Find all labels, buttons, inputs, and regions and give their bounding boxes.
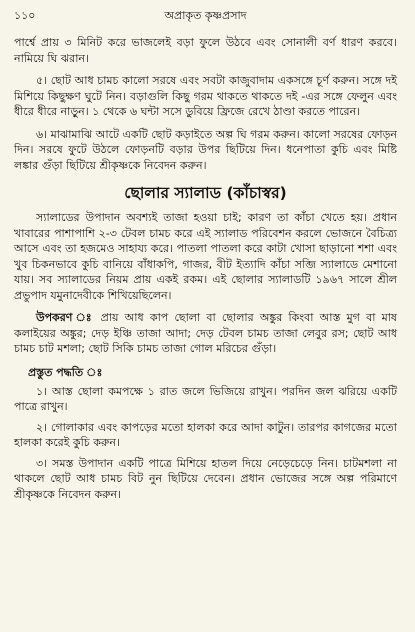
paragraph-step-5: ৫। ছোট আধ চামচ কালো সরষে এবং সবটা কাজুবাদাম একসঙ্গে চূর্ণ করুন। সঙ্গে দই মিশিয়ে কিছুক্ষণ ঘুটে নিন। বড়াগুলি কিছু গরম থাকতে থাকতে দই -এর সঙ্গে ফেলুন এবং ধীরে ধীরে নাড়ুন। ১ থেকে ৬ ঘন্টা সসে ডুবিয়ে ফ্রিজে রেখে ঠাণ্ডা করতে পারেন। <box>14 74 397 118</box>
method-step-1: ১। আস্ত ছোলা কমপক্ষে ১ রাত জলে ভিজিয়ে রাখুন। পরদিন জল ঝরিয়ে একটি পাত্রে রাখুন। <box>14 384 397 413</box>
ingredients-label: উপকরণ ঃ <box>36 311 95 324</box>
method-step-2: ২। গোলাকার এবং কাপড়ের মতো হালকা করে আদা কাটুন। তারপর কাগজের মতো হালকা করেই কুচি করুন। <box>14 420 397 449</box>
recipe-title: ছোলার স্যালাড (কাঁচাস্বর) <box>124 184 287 202</box>
page-number: ১১০ <box>14 9 36 22</box>
method-heading: প্রস্তুত পদ্ধতি ঃ <box>28 365 103 379</box>
paragraph-step-6: ৬। মাঝামাঝি আটে একটি ছোট কড়াইতে অল্প ঘি গরম করুন। কালো সরষের ফোড়ন দিন। সরষে ফুটে উঠলে ফোড়নটি বড়ার উপর ছিটিয়ে দিন। ধনেপাতা কুচি এবং মিষ্টি লঙ্কার গুঁড়া ছিটিয়ে শ্রীকৃষ্ণকে নিবেদন করুন। <box>14 127 397 172</box>
running-title: অপ্রাকৃত কৃষ্ণপ্রসাদ <box>164 9 247 22</box>
recipe-intro: স্যালাডের উপাদান অবশ্যই তাজা হওয়া চাই; কারণ তা কাঁচা খেতে হয়। প্রধান খাবারের পাশাপাশি ২-৩ টেবল চামচ করে এই স্যালাড পরিবেশন করলে ভোজনে বৈচিত্র্য আসে এবং তা হজমেও সাহায্য করে। পাতলা পাতলা করে কাটা খোসা ছাড়ানো শশা এবং খুব চিকনভাবে কুচি বানিয়ে বাঁধাকপি, গাজর, বীট ইত্যাদি কাঁচা সব্জি স্যালাডে মেশানো যায়। সব স্যালাডের নিয়ম প্রায় একই রকম। এই ছোলার স্যালাডটি ১৯৬৭ সালে শ্রীল প্রভুপাদ যমুনাদেবীকে শিখিয়েছিলেন। <box>14 211 397 302</box>
ingredients-text: প্রায় আধ কাপ ছোলা বা ছোলার অঙ্কুর কিংবা আস্ত মুগ বা মাষ কলাইয়ের অঙ্কুর; দেড় ইঞ্চি তাজা আদা; দেড় টেবল চামচ তাজা লেবুর রস; ছোট আধ চামচ চাট মশলা; ছোট সিকি চামচ তাজা গোল মরিচের গুঁড়া। <box>14 311 397 355</box>
page-header <box>14 9 397 29</box>
ingredients-paragraph <box>14 310 397 357</box>
method-step-3: ৩। সমস্ত উপাদান একটি পাত্রে মিশিয়ে হাতল দিয়ে নেড়েচেড়ে নিন। চাটমশলা না থাকলে ছোট আধ চামচ বিট নুন ছিটিয়ে দেবেন। প্রধান ভোজের সঙ্গে অল্প পরিমাণে শ্রীকৃষ্ণকে নিবেদন করুন। <box>14 456 397 501</box>
paragraph-continued: পার্শ্বে প্রায় ৩ মিনিট করে ভাজলেই বড়া ফুলে উঠবে এবং সোনালী বর্ণ ধারণ করবে। নামিয়ে ঘি ঝরান। <box>14 36 397 65</box>
